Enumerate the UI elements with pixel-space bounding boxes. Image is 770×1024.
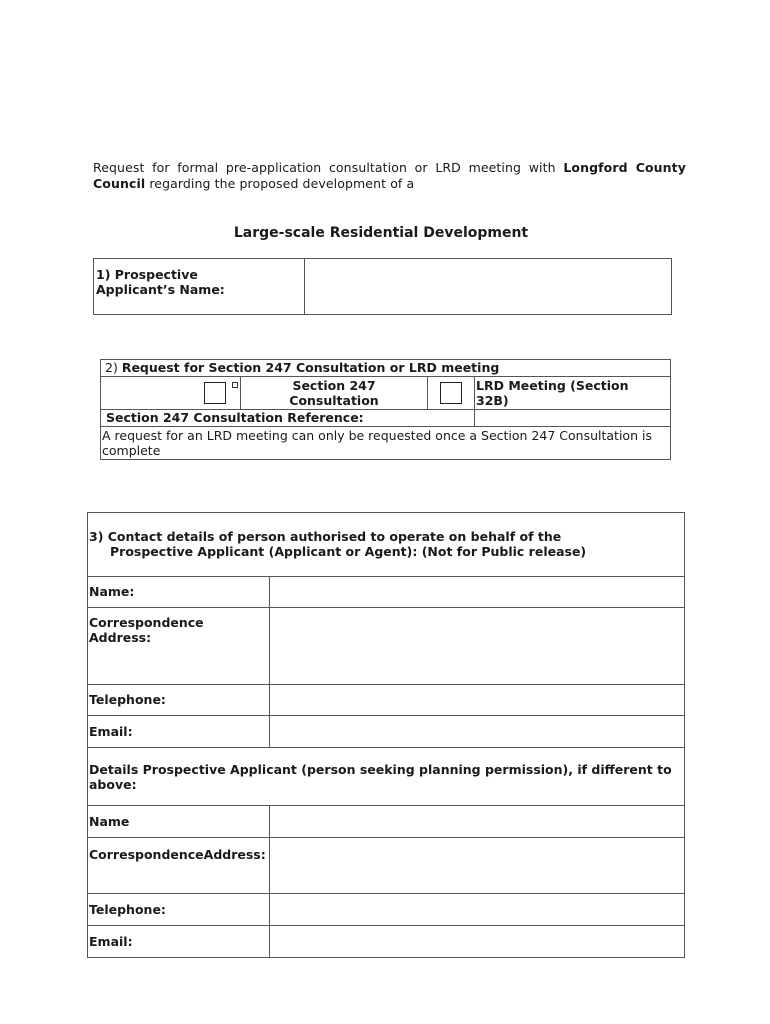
agent-address-label-line1: Correspondence <box>89 615 204 630</box>
section247-option-label <box>241 377 428 410</box>
section3-heading-line2: Prospective Applicant (Applicant or Agent): (Not for Public release) <box>110 544 587 559</box>
lrd-request-note: A request for an LRD meeting can only be requested once a Section 247 Consultation is complete <box>101 427 671 460</box>
lrd-meeting-checkbox[interactable] <box>440 382 462 404</box>
section2-number: 2) <box>105 360 122 375</box>
applicant-name-table <box>93 258 672 315</box>
applicant-telephone-label: Telephone: <box>88 894 270 926</box>
agent-address-field[interactable] <box>270 608 685 685</box>
section247-label-line2: Consultation <box>289 393 379 408</box>
agent-address-label-line2: Address: <box>89 630 152 645</box>
agent-email-label: Email: <box>88 716 270 748</box>
section2-heading <box>101 360 671 377</box>
contact-details-table <box>87 512 685 958</box>
intro-text-2: regarding the proposed development of a <box>145 176 415 191</box>
applicant-name-field[interactable] <box>305 259 672 315</box>
agent-name-label: Name: <box>88 577 270 608</box>
agent-telephone-field[interactable] <box>270 685 685 716</box>
lrd-label-line1: LRD Meeting (Section <box>476 378 629 393</box>
section247-reference-field[interactable] <box>475 410 671 427</box>
applicant-details-heading: Details Prospective Applicant (person seeking planning permission), if different to above: <box>88 748 685 806</box>
lrd-label-line2: 32B) <box>476 393 509 408</box>
small-square-icon <box>232 382 238 388</box>
lrd-checkbox-cell <box>428 377 475 410</box>
applicant-name-label <box>94 259 305 315</box>
section247-label-line1: Section 247 <box>292 378 376 393</box>
section247-reference-label: Section 247 Consultation Reference: <box>101 410 475 427</box>
form-title: Large-scale Residential Development <box>233 225 529 241</box>
agent-name-field[interactable] <box>270 577 685 608</box>
agent-telephone-label: Telephone: <box>88 685 270 716</box>
applicant-name-label-2: Name <box>88 806 270 838</box>
section2-heading-text: Request for Section 247 Consultation or LRD meeting <box>121 360 500 375</box>
applicant-name-label-line1: 1) Prospective <box>96 267 198 282</box>
applicant-address-label: CorrespondenceAddress: <box>88 838 270 894</box>
section247-checkbox-cell <box>101 377 241 410</box>
agent-address-label <box>88 608 270 685</box>
intro-paragraph <box>93 160 686 192</box>
intro-text-1: Request for formal pre-application consultation or LRD meeting with <box>93 160 564 175</box>
section3-heading-line1: 3) Contact details of person authorised to operate on behalf of the <box>89 529 562 544</box>
section247-checkbox[interactable] <box>204 382 226 404</box>
agent-email-field[interactable] <box>270 716 685 748</box>
applicant-address-field[interactable] <box>270 838 685 894</box>
applicant-telephone-field[interactable] <box>270 894 685 926</box>
section3-heading <box>88 513 685 577</box>
applicant-name-field-2[interactable] <box>270 806 685 838</box>
applicant-name-label-line2: Applicant’s Name: <box>96 282 225 297</box>
applicant-email-field[interactable] <box>270 926 685 958</box>
request-type-table <box>100 359 671 460</box>
council-name: Longford County Council <box>93 160 686 191</box>
applicant-email-label: Email: <box>88 926 270 958</box>
lrd-option-label <box>475 377 671 410</box>
